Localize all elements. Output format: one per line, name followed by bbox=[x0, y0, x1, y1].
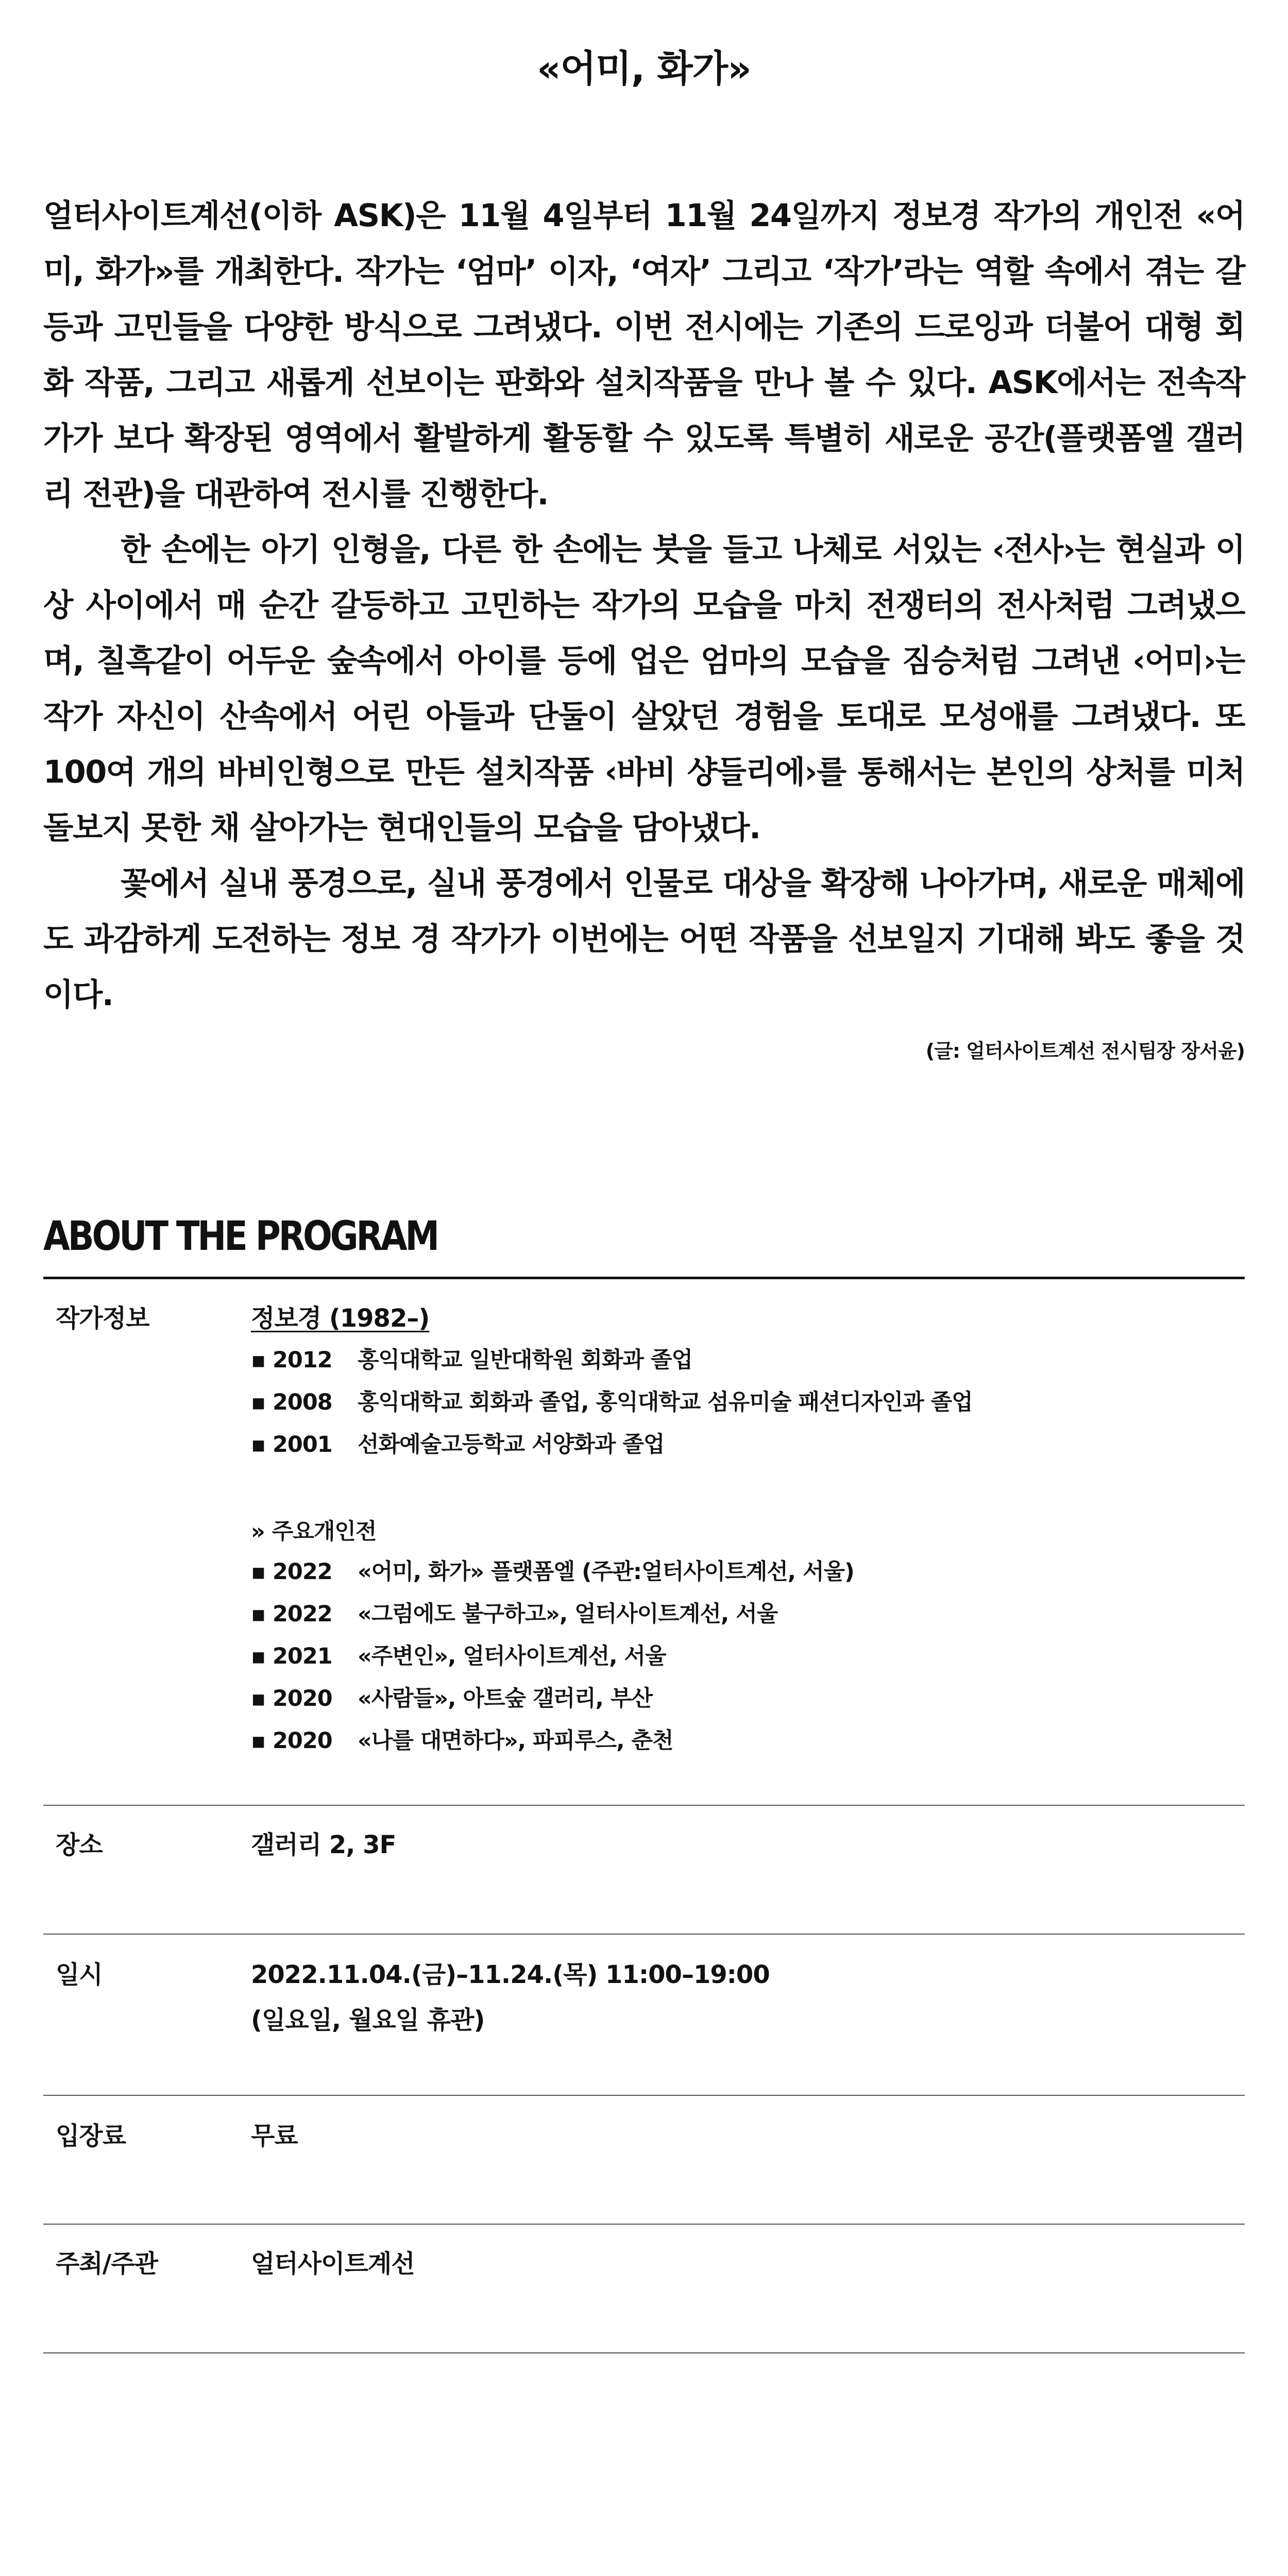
dates-closed-note: (일요일, 월요일 휴관) bbox=[251, 2006, 485, 2035]
row-divider bbox=[43, 1934, 1245, 1935]
solo-show-year: 2021 bbox=[273, 1643, 332, 1669]
education-item bbox=[251, 1423, 973, 1466]
solo-show-item bbox=[251, 1677, 854, 1720]
solo-show-item bbox=[251, 1551, 854, 1593]
education-text: 홍익대학교 회화과 졸업, 홍익대학교 섬유미술 패션디자인과 졸업 bbox=[358, 1389, 973, 1415]
solo-show-text: «주변인», 얼터사이트계선, 서울 bbox=[358, 1643, 666, 1669]
dates-label: 일시 bbox=[56, 1960, 103, 1989]
solo-show-text: «그럼에도 불구하고», 얼터사이트계선, 서울 bbox=[358, 1601, 778, 1627]
solo-show-year: 2020 bbox=[273, 1728, 332, 1754]
text-credit: (글: 얼터사이트계선 전시팀장 장서윤) bbox=[925, 1040, 1245, 1062]
solo-show-year: 2020 bbox=[273, 1686, 332, 1711]
venue-value: 갤러리 2, 3F bbox=[251, 1831, 396, 1859]
row-divider bbox=[43, 2095, 1245, 2096]
solo-show-year: 2022 bbox=[273, 1601, 332, 1627]
solo-show-year: 2022 bbox=[273, 1559, 332, 1585]
education-year: 2008 bbox=[273, 1389, 332, 1415]
education-text: 홍익대학교 일반대학원 회화과 졸업 bbox=[358, 1347, 692, 1373]
bullet-icon: ▪ bbox=[251, 1389, 266, 1415]
education-item bbox=[251, 1381, 973, 1423]
description-paragraph-2: 한 손에는 아기 인형을, 다른 한 손에는 붓을 들고 나체로 서있는 ‹전사›는 현실과 이상 사이에서 매 순간 갈등하고 고민하는 작가의 모습을 마치 전쟁터의 전사처럼 그려냈으며, 칠흑같이 어두운 숲속에서 아이를 등에 업은 엄마의 모습을 짐승처럼 그려낸 ‹어미›는 작가 자신이 산속에서 어린 아들과 단둘이 살았던 경험을 토대로 모성애를 그려냈다. 또 100여 개의 바비인형으로 만든 설치작품 ‹바비 샹들리에›를 통해서는 본인의 상처를 미처 돌보지 못한 채 살아가는 현대인들의 모습을 담아냈다. bbox=[43, 532, 1245, 846]
solo-show-item bbox=[251, 1635, 854, 1677]
row-divider bbox=[43, 2352, 1245, 2353]
exhibition-description bbox=[43, 188, 1245, 1023]
organizer-label: 주최/주관 bbox=[56, 2249, 158, 2278]
bullet-icon: ▪ bbox=[251, 1686, 266, 1711]
education-list bbox=[251, 1339, 973, 1466]
row-divider bbox=[43, 1805, 1245, 1806]
solo-show-item bbox=[251, 1720, 854, 1762]
bullet-icon: ▪ bbox=[251, 1347, 266, 1373]
bullet-icon: ▪ bbox=[251, 1559, 266, 1585]
bullet-icon: ▪ bbox=[251, 1728, 266, 1754]
dates-value: 2022.11.04.(금)–11.24.(목) 11:00–19:00 bbox=[251, 1960, 770, 1989]
admission-value: 무료 bbox=[251, 2122, 298, 2150]
solo-shows-list bbox=[251, 1551, 854, 1762]
education-item bbox=[251, 1339, 973, 1381]
bullet-icon: ▪ bbox=[251, 1643, 266, 1669]
admission-label: 입장료 bbox=[56, 2122, 126, 2150]
solo-show-text: «사람들», 아트숲 갤러리, 부산 bbox=[358, 1686, 653, 1711]
education-year: 2001 bbox=[273, 1432, 332, 1458]
exhibition-title: «어미, 화가» bbox=[537, 47, 751, 90]
organizer-value: 얼터사이트계선 bbox=[251, 2249, 415, 2278]
solo-show-item bbox=[251, 1593, 854, 1635]
bullet-icon: ▪ bbox=[251, 1601, 266, 1627]
education-text: 선화예술고등학교 서양화과 졸업 bbox=[358, 1432, 665, 1458]
education-year: 2012 bbox=[273, 1347, 332, 1373]
artist-info-label: 작가정보 bbox=[56, 1304, 149, 1333]
artist-name: 정보경 (1982–) bbox=[251, 1304, 430, 1333]
solo-show-text: «어미, 화가» 플랫폼엘 (주관:얼터사이트계선, 서울) bbox=[358, 1559, 854, 1585]
solo-show-text: «나를 대면하다», 파피루스, 춘천 bbox=[358, 1728, 673, 1754]
description-paragraph-1: 얼터사이트계선(이하 ASK)은 11월 4일부터 11월 24일까지 정보경 작가의 개인전 «어미, 화가»를 개최한다. 작가는 ‘엄마’ 이자, ‘여자’ 그리고 ‘작가’라는 역할 속에서 겪는 갈등과 고민들을 다양한 방식으로 그려냈다. 이번 전시에는 기존의 드로잉과 더불어 대형 회화 작품, 그리고 새롭게 선보이는 판화와 설치작품을 만나 볼 수 있다. ASK에서는 전속작가가 보다 확장된 영역에서 활발하게 활동할 수 있도록 특별히 새로운 공간(플랫폼엘 갤러리 전관)을 대관하여 전시를 진행한다. bbox=[43, 198, 1245, 512]
row-divider bbox=[43, 2224, 1245, 2225]
bullet-icon: ▪ bbox=[251, 1432, 266, 1458]
venue-label: 장소 bbox=[56, 1831, 103, 1859]
program-heading: ABOUT THE PROGRAM bbox=[43, 1213, 437, 1260]
program-top-rule bbox=[43, 1277, 1245, 1279]
description-paragraph-3: 꽃에서 실내 풍경으로, 실내 풍경에서 인물로 대상을 확장해 나아가며, 새로운 매체에도 과감하게 도전하는 정보 경 작가가 이번에는 어떤 작품을 선보일지 기대해 봐도 좋을 것이다. bbox=[43, 866, 1245, 1013]
solo-shows-heading: » 주요개인전 bbox=[251, 1519, 377, 1545]
